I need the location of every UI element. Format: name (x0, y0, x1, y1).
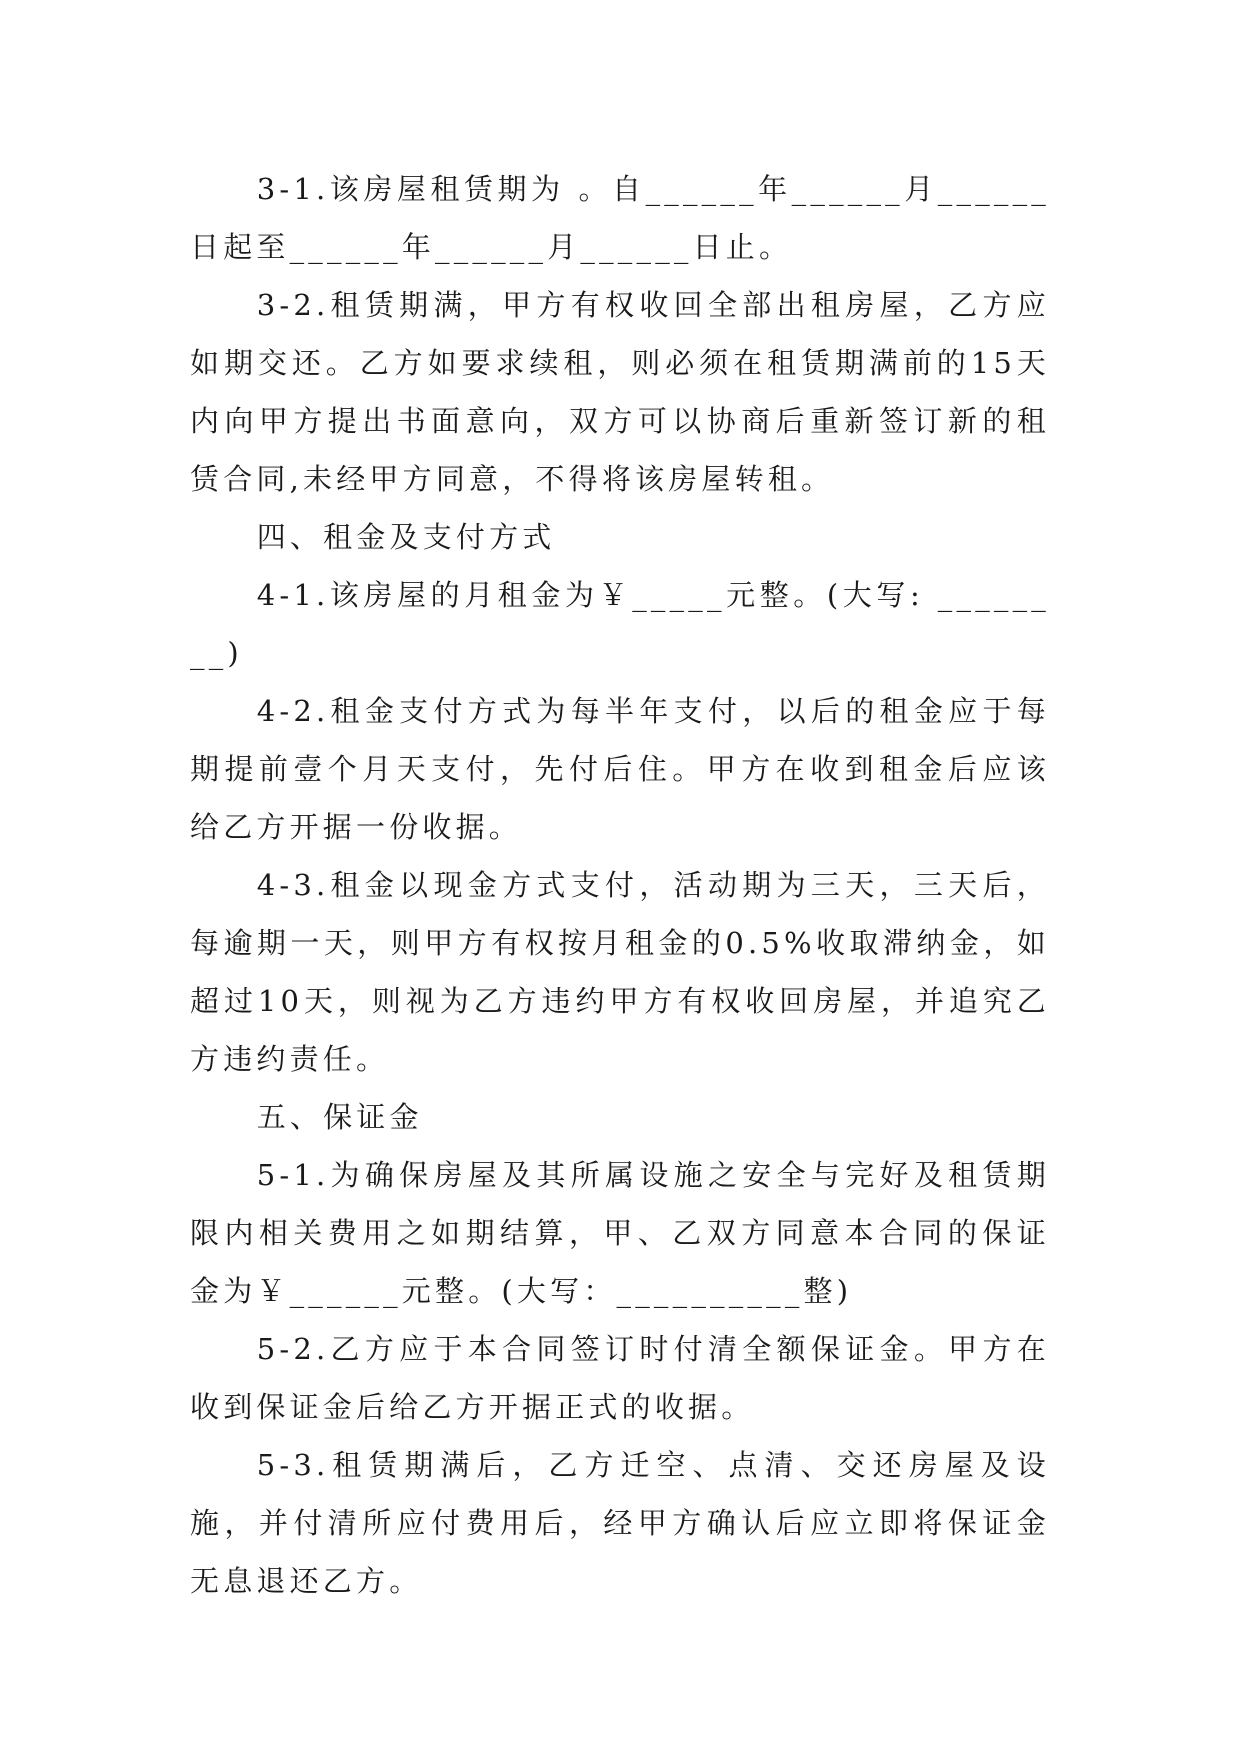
clause-4-2: 4-2.租金支付方式为每半年支付，以后的租金应于每期提前壹个月天支付，先付后住。甲方在收到租金后应该给乙方开据一份收据。 (190, 694, 1050, 844)
clause-4-3: 4-3.租金以现金方式支付，活动期为三天，三天后，每逾期一天，则甲方有权按月租金的0.5%收取滞纳金，如超过10天，则视为乙方违约甲方有权收回房屋，并追究乙方违约责任。 (190, 868, 1050, 1076)
document-body (190, 160, 1050, 1610)
clause-3-2: 3-2.租赁期满，甲方有权收回全部出租房屋，乙方应如期交还。乙方如要求续租，则必须在租赁期满前的15天内向甲方提出书面意向，双方可以协商后重新签订新的租赁合同,未经甲方同意，不得将该房屋转租。 (190, 288, 1050, 496)
clause-3-1: 3-1.该房屋租赁期为 。自______年______月______日起至______年______月______日止。 (190, 172, 1050, 264)
section-heading-rent-payment: 四、租金及支付方式 (256, 520, 556, 554)
clause-4-1: 4-1.该房屋的月租金为￥_____元整。(大写: ________) (190, 578, 1050, 670)
clause-5-3: 5-3.租赁期满后，乙方迁空、点清、交还房屋及设施，并付清所应付费用后，经甲方确认后应立即将保证金无息退还乙方。 (190, 1448, 1050, 1598)
clause-5-1: 5-1.为确保房屋及其所属设施之安全与完好及租赁期限内相关费用之如期结算，甲、乙双方同意本合同的保证金为￥______元整。(大写：__________整) (190, 1158, 1050, 1308)
section-heading-deposit: 五、保证金 (256, 1100, 423, 1134)
clause-5-2: 5-2.乙方应于本合同签订时付清全额保证金。甲方在收到保证金后给乙方开据正式的收据。 (190, 1332, 1050, 1424)
